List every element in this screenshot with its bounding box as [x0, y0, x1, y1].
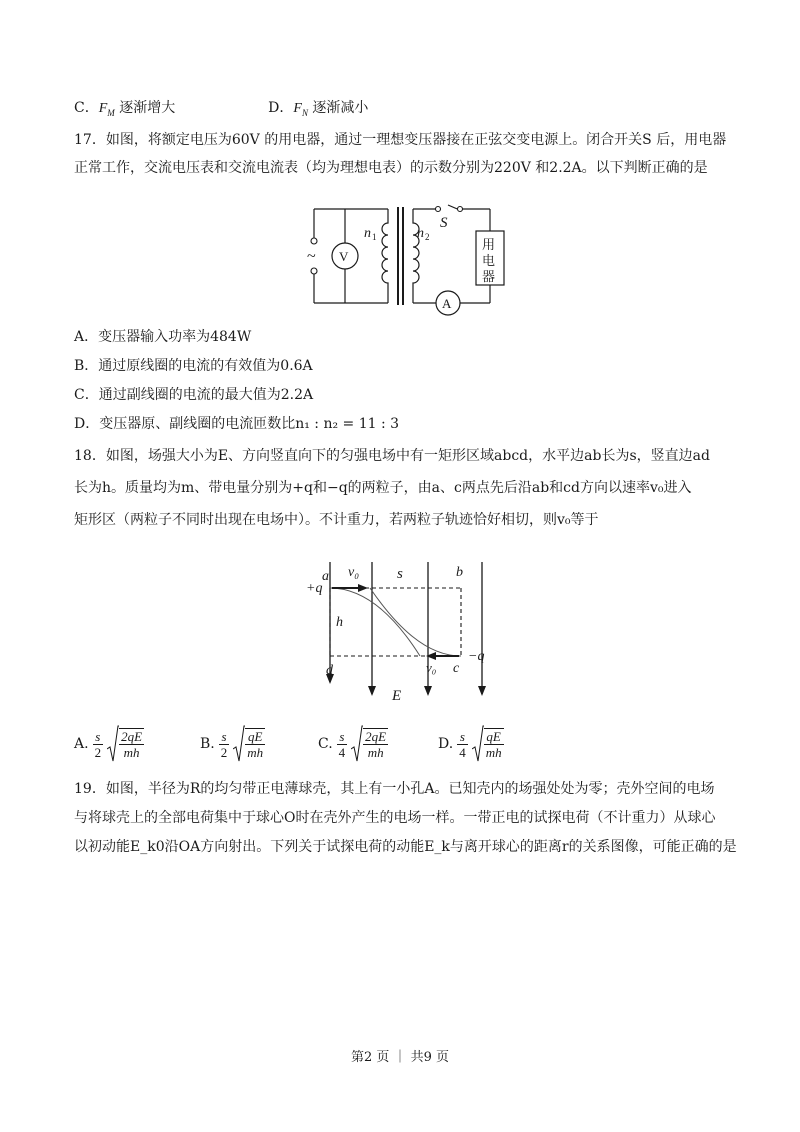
q18-stem-line-2: 长为h。质量均为m、带电量分别为+q和−q的两粒子，由a、c两点先后沿ab和cd方向以速率v₀进入 [74, 480, 692, 496]
device-char-3: 器 [482, 270, 496, 285]
q16-option-d-label: D． [268, 100, 294, 116]
answer-a-coefficient: $\frac{s}{2}$ [94, 728, 102, 760]
q17-option-b: B．通过原线圈的电流的有效值为0.6A [74, 358, 313, 374]
sqrt-icon [107, 725, 119, 763]
length-s-label: s [397, 566, 403, 582]
q18-answer-d [438, 724, 504, 764]
voltmeter-label: V [339, 249, 349, 264]
v0-bottom-label: v₀ [426, 660, 437, 675]
sqrt-icon [233, 725, 245, 763]
primary-turns-subscript: 1 [372, 232, 377, 242]
point-b-label: b [456, 565, 463, 580]
point-c-label: c [453, 661, 460, 676]
q16-option-d-text: 逐渐减小 [307, 100, 369, 116]
electric-field-diagram [296, 548, 506, 708]
answer-c-radicand: $\frac{2qE}{mh}$ [365, 729, 387, 760]
point-a-label: a [322, 569, 329, 584]
q17-option-c: C．通过副线圈的电流的最大值为2.2A [74, 387, 314, 403]
q19-stem-line-3: 以初动能E_k0沿OA方向射出。下列关于试探电荷的动能E_k与离开球心的距离r的关系图像，可能正确的是 [74, 839, 737, 855]
q16-option-c-label: C． [74, 100, 99, 116]
answer-c-label: C. [318, 736, 333, 752]
answer-d-coefficient: $\frac{s}{4}$ [459, 728, 466, 760]
q19-stem-line-2: 与将球壳上的全部电荷集中于球心O时在壳外产生的电场一样。一带正电的试探电荷（不计重力）从球心 [74, 810, 716, 826]
answer-a-label: A. [74, 736, 89, 752]
sqrt-icon [351, 725, 363, 763]
answer-c-coefficient: $\frac{s}{4}$ [338, 728, 346, 760]
v0-top-label: v₀ [348, 565, 360, 580]
primary-turns-label: n [364, 226, 371, 241]
q18-answer-b [200, 724, 265, 764]
device-char-2: 电 [482, 254, 496, 269]
answer-a-radicand: $\frac{2qE}{mh}$ [121, 729, 143, 760]
ac-source-symbol: ~ [307, 248, 316, 265]
page-footer: 第2 页 ｜ 共9 页 [350, 1050, 450, 1065]
answer-b-radicand: $\frac{qE}{mh}$ [247, 729, 264, 760]
answer-d-radicand: $\frac{qE}{mh}$ [485, 729, 502, 760]
q19-stem-line-1: 19．如图，半径为R的均匀带正电薄球壳，其上有一小孔A。已知壳内的场强处处为零；壳外空间的电场 [74, 781, 715, 797]
field-e-label: E [392, 688, 402, 704]
secondary-turns-subscript: 2 [425, 232, 430, 242]
transformer-circuit-diagram [300, 195, 510, 320]
q16-options-row [74, 98, 368, 123]
plus-q-label: +q [306, 581, 323, 596]
answer-b-label: B. [200, 736, 215, 752]
q18-answer-c [318, 724, 388, 764]
q16-option-c-text: 逐渐增大 [114, 100, 176, 116]
q18-stem-line-1: 18．如图，场强大小为E、方向竖直向下的匀强电场中有一矩形区域abcd，水平边ab长为s，竖直边ad [74, 448, 710, 464]
secondary-turns-label: n [417, 226, 424, 241]
ammeter-label: A [442, 296, 452, 311]
q16-option-d-symbol: F [293, 101, 302, 116]
q18-answer-a [74, 724, 144, 764]
answer-d-label: D. [438, 736, 454, 752]
q17-stem-line-2: 正常工作，交流电压表和交流电流表（均为理想电表）的示数分别为220V 和2.2A。以下判断正确的是 [74, 160, 708, 176]
q18-stem-line-3: 矩形区（两粒子不同时出现在电场中）。不计重力，若两粒子轨迹恰好相切，则v₀等于 [74, 512, 599, 528]
q17-stem-line-1: 17．如图，将额定电压为60V 的用电器，通过一理想变压器接在正弦交变电源上。闭合开关S 后，用电器 [74, 132, 727, 148]
q16-option-c-subscript: M [107, 107, 115, 118]
q16-option-d-subscript: N [301, 107, 308, 118]
point-d-label: d [326, 663, 333, 678]
answer-b-coefficient: $\frac{s}{2}$ [220, 728, 228, 760]
sqrt-icon [472, 725, 484, 763]
height-h-label: h [336, 615, 343, 630]
minus-q-label: −q [468, 649, 485, 664]
switch-label: S [440, 215, 448, 231]
q16-option-c-symbol: F [98, 101, 108, 116]
q17-option-d: D．变压器原、副线圈的电流匝数比n₁ : n₂ = 11 : 3 [74, 416, 400, 432]
device-char-1: 用 [482, 238, 496, 253]
q17-option-a: A．变压器输入功率为484W [74, 329, 252, 345]
